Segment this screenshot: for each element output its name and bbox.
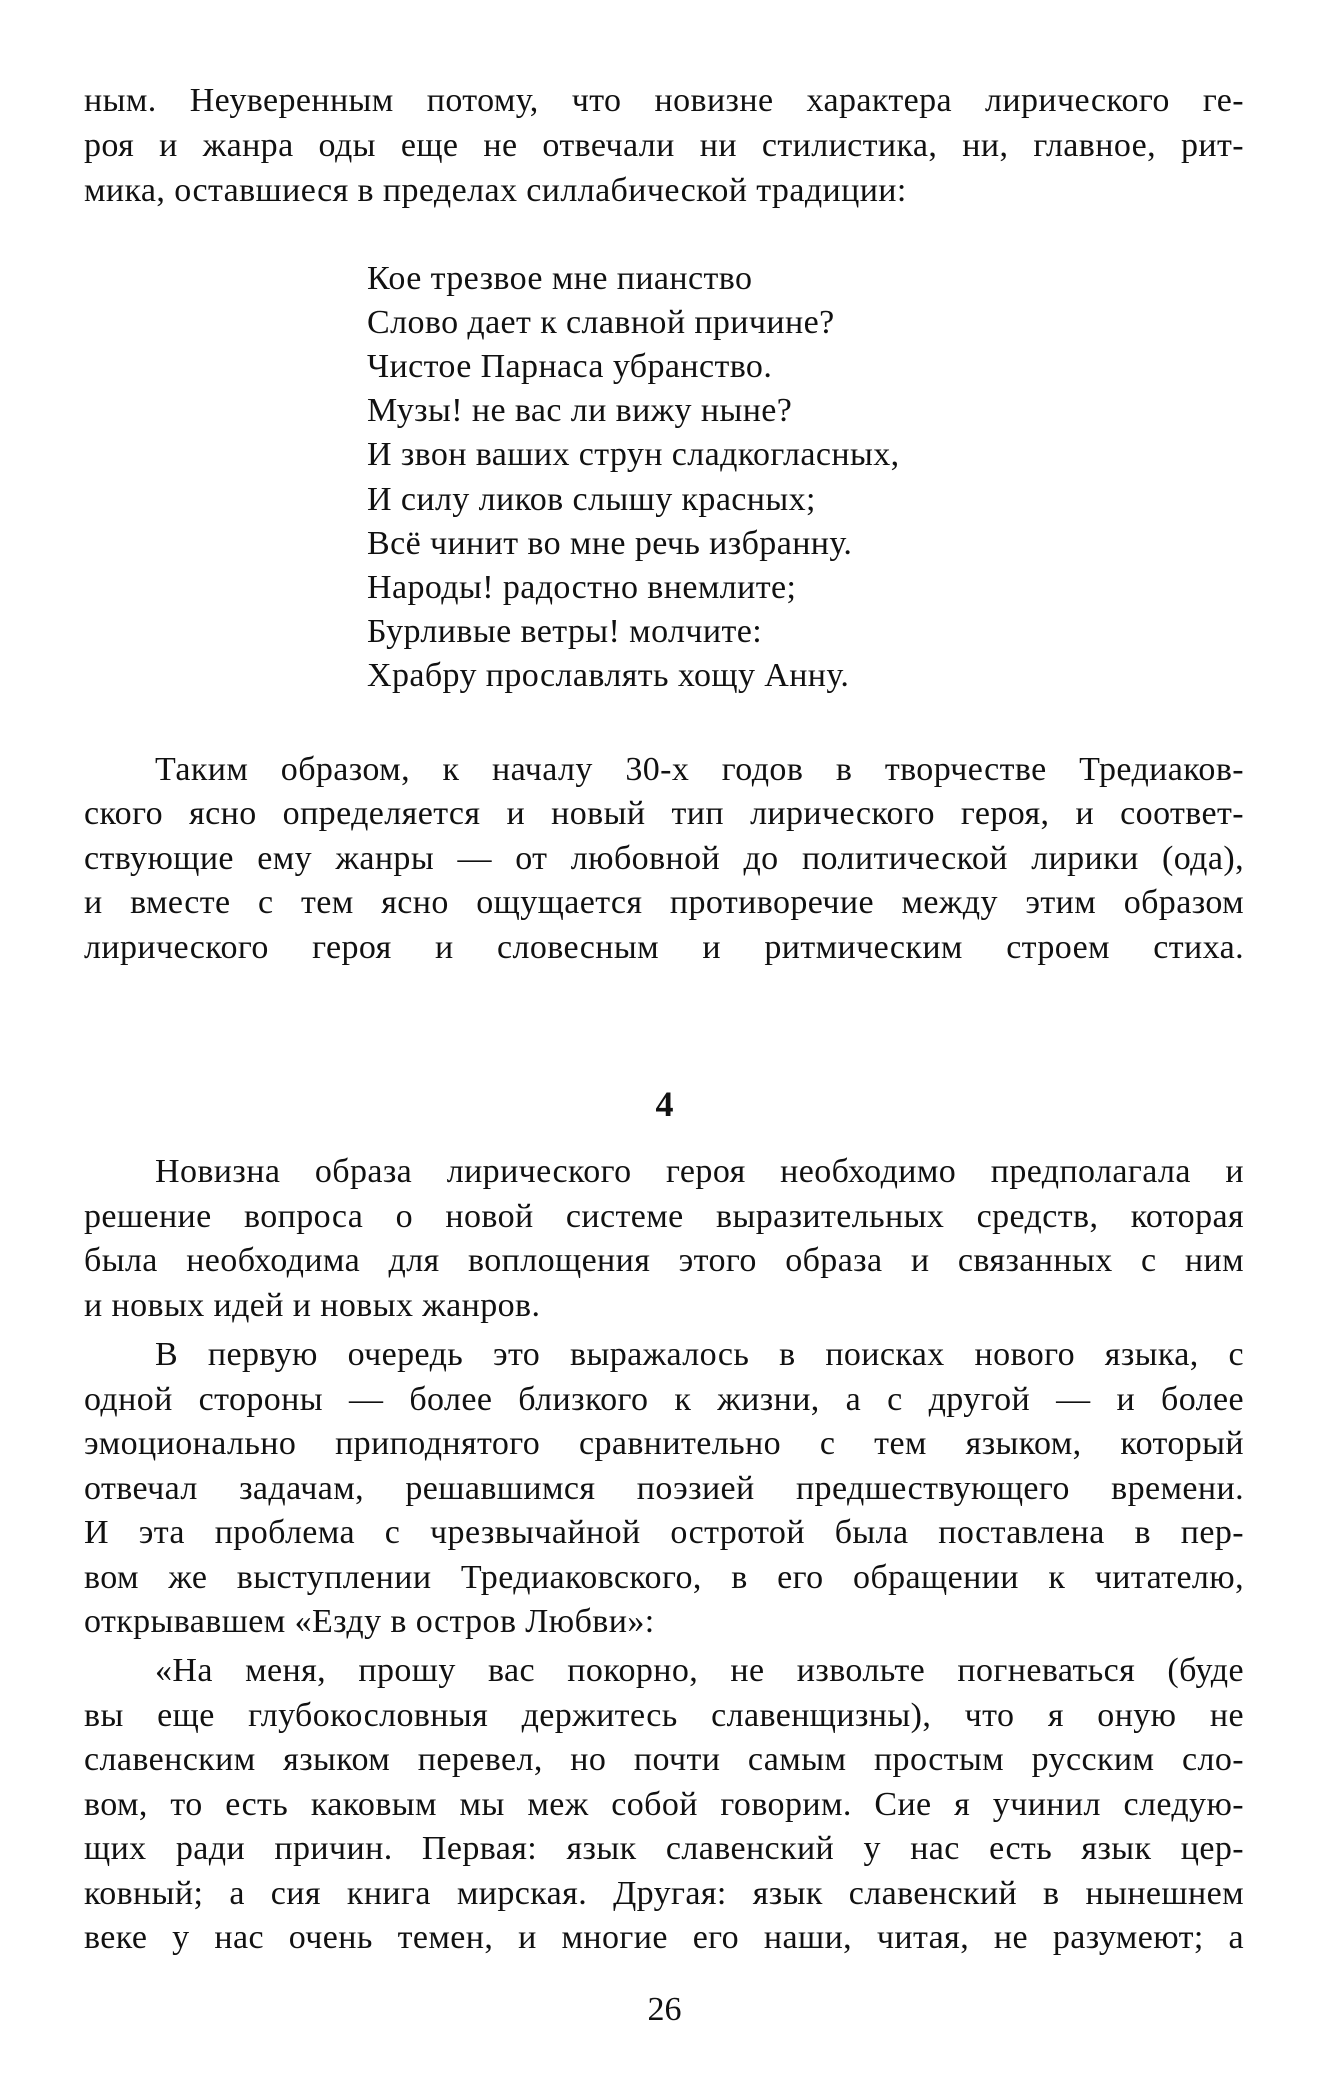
text-line: Новизна образа лирического героя необходимо предполагала и <box>155 1153 1244 1190</box>
text-line: и вместе с тем ясно ощущается противоречие между этим образом <box>84 884 1244 921</box>
text-line: открывавшем «Езду в остров Любви»: <box>84 1603 655 1640</box>
poem-line: Кое трезвое мне пианство <box>367 260 753 297</box>
text-line: И эта проблема с чрезвычайной остротой была поставлена в пер- <box>84 1514 1244 1551</box>
text-line: В первую очередь это выражалось в поисках нового языка, с <box>155 1336 1244 1373</box>
text-line: ствующие ему жанры — от любовной до политической лирики (ода), <box>84 840 1244 877</box>
text-line: лирического героя и словесным и ритмическим строем стиха. <box>84 929 1244 966</box>
poem-line: Музы! не вас ли вижу ныне? <box>367 392 793 429</box>
poem-line: Всё чинит во мне речь избранну. <box>367 525 853 562</box>
text-line: мика, оставшиеся в пределах силлабической традиции: <box>84 172 907 209</box>
text-line: вом же выступлении Тредиаковского, в его обращении к читателю, <box>84 1559 1244 1596</box>
text-line: была необходима для воплощения этого образа и связанных с ним <box>84 1242 1244 1279</box>
text-line: одной стороны — более близкого к жизни, а с другой — и более <box>84 1381 1244 1418</box>
poem-line: Чистое Парнаса убранство. <box>367 348 773 385</box>
poem-line: Бурливые ветры! молчите: <box>367 613 763 650</box>
section-number: 4 <box>655 1084 674 1124</box>
text-line: щих ради причин. Первая: язык славенский у нас есть язык цер- <box>84 1830 1244 1867</box>
text-line: «На меня, прошу вас покорно, не извольте погневаться (буде <box>155 1652 1244 1689</box>
text-line: ным. Неуверенным потому, что новизне характера лирического ге- <box>84 82 1244 119</box>
text-line: отвечал задачам, решавшимся поэзией предшествующего времени. <box>84 1470 1244 1507</box>
page-number: 26 <box>647 1991 682 2028</box>
text-line: славенским языком перевел, но почти самым простым русским сло- <box>84 1741 1244 1778</box>
text-line: Таким образом, к началу 30-х годов в творчестве Тредиаков- <box>155 751 1244 788</box>
text-line: и новых идей и новых жанров. <box>84 1287 541 1324</box>
poem-line: Слово дает к славной причине? <box>367 304 835 341</box>
text-line: вы еще глубокословныя держитесь славенщизны), что я оную не <box>84 1697 1244 1734</box>
poem-line: Храбру прославлять хощу Анну. <box>367 657 850 694</box>
text-line: роя и жанра оды еще не отвечали ни стилистика, ни, главное, рит- <box>84 127 1244 164</box>
text-line: вом, то есть каковым мы меж собой говорим. Сие я учинил следую- <box>84 1786 1244 1823</box>
text-line: ского ясно определяется и новый тип лирического героя, и соответ- <box>84 795 1244 832</box>
text-line: веке у нас очень темен, и многие его наши, читая, не разумеют; а <box>84 1919 1244 1956</box>
text-line: ковный; а сия книга мирская. Другая: язык славенский в нынешнем <box>84 1875 1244 1912</box>
poem-line: И силу ликов слышу красных; <box>367 481 816 518</box>
poem-line: Народы! радостно внемлите; <box>367 569 797 606</box>
text-line: эмоционально приподнятого сравнительно с тем языком, который <box>84 1425 1244 1462</box>
text-line: решение вопроса о новой системе выразительных средств, которая <box>84 1198 1244 1235</box>
poem-line: И звон ваших струн сладкогласных, <box>367 436 900 473</box>
